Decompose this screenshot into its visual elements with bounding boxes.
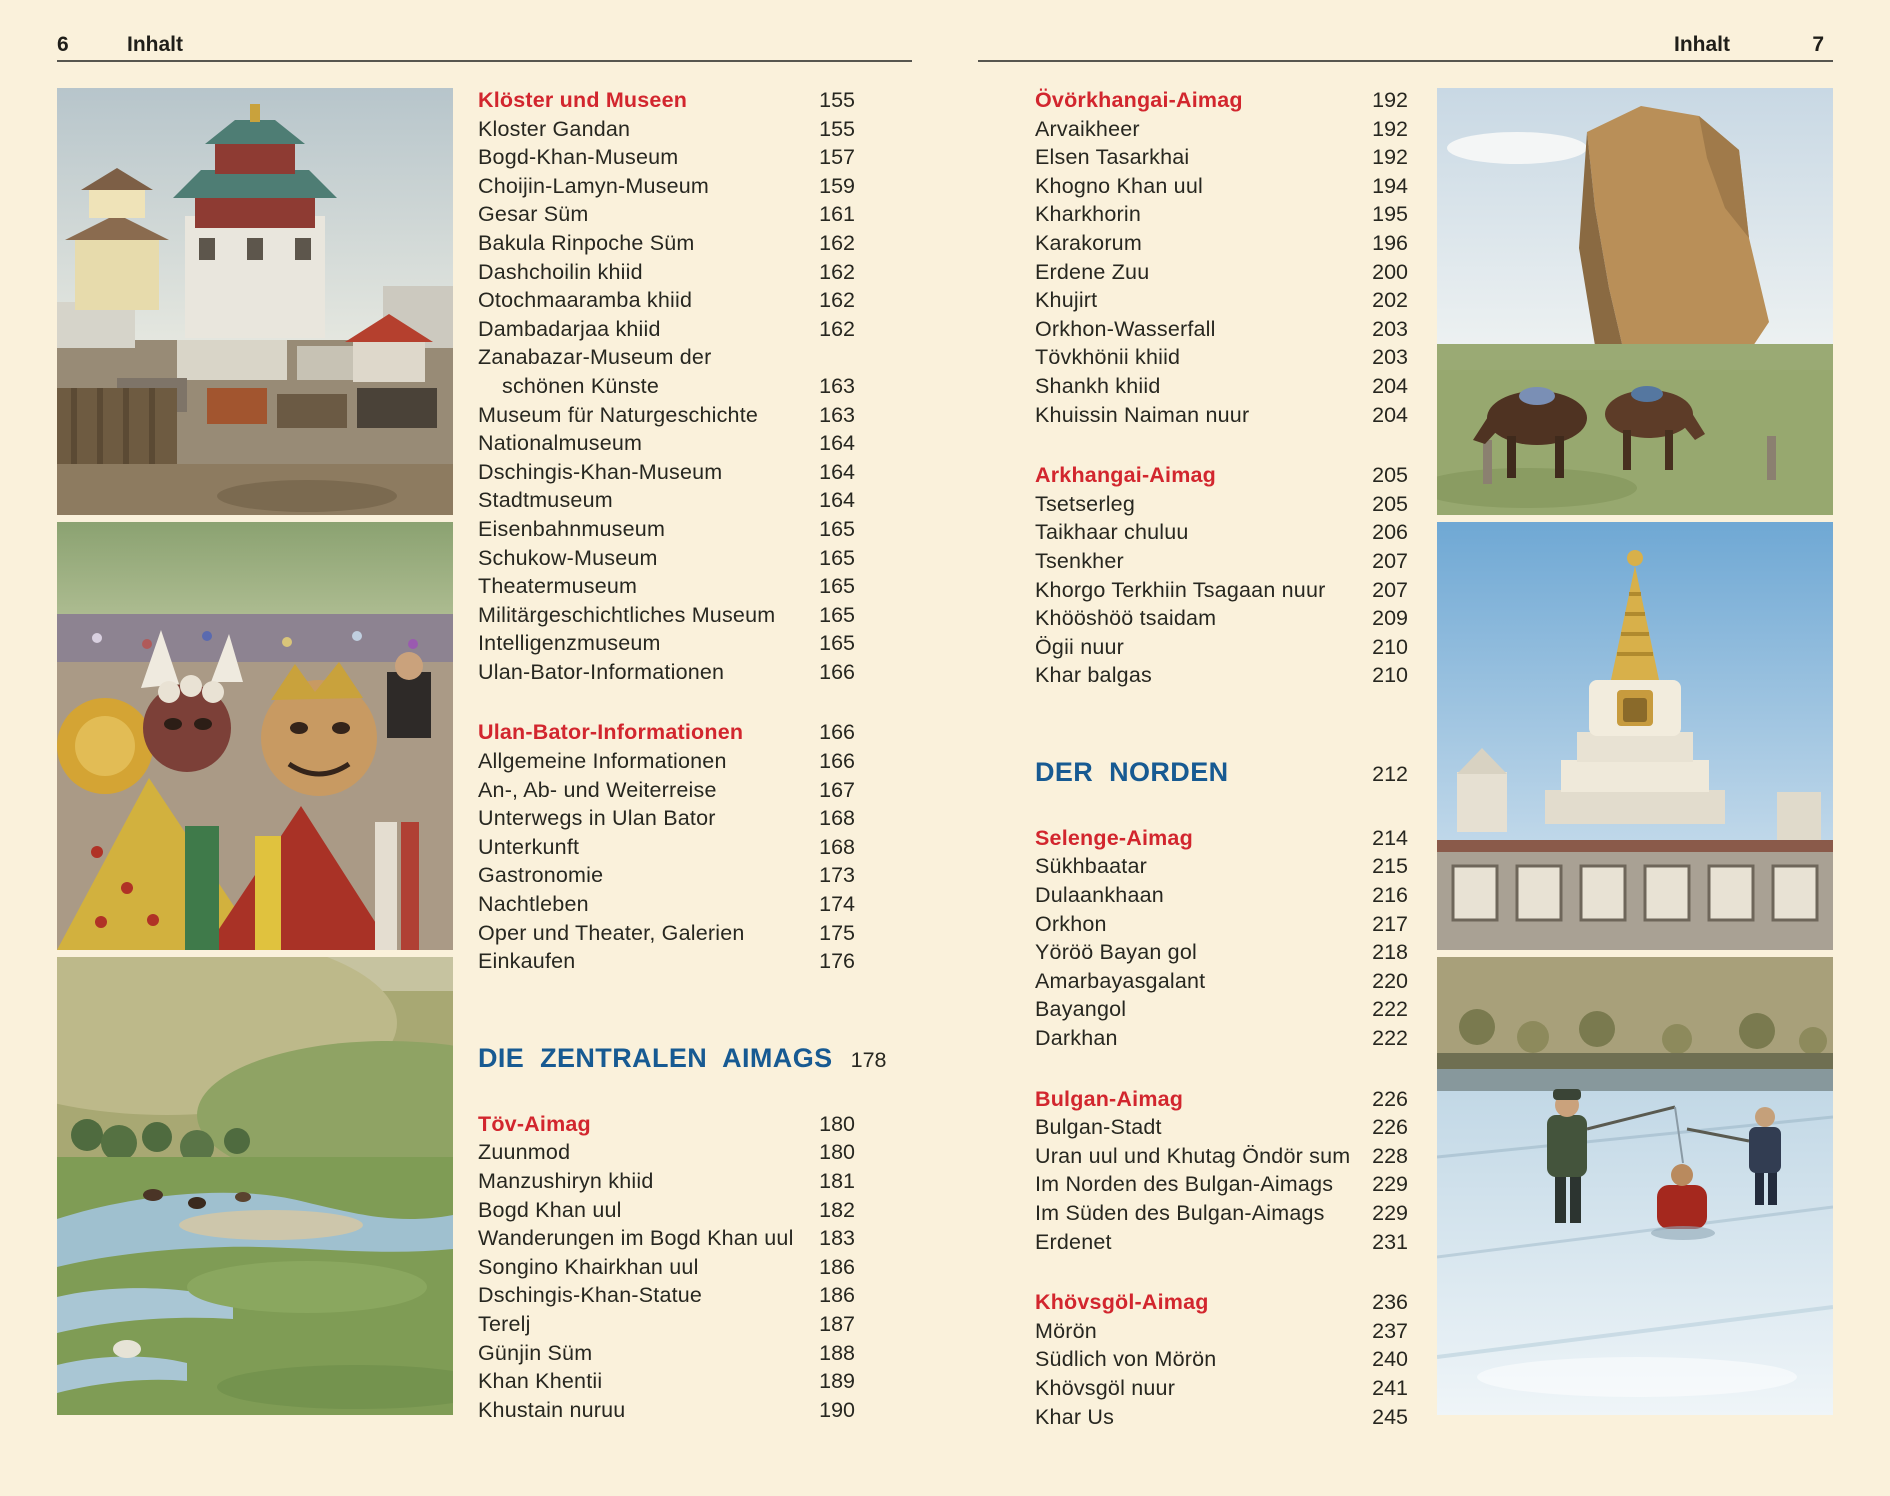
toc-entry [1035, 200, 1408, 229]
toc-entry-page-number: 168 [819, 834, 855, 859]
toc-entry-label: Stadtmuseum [478, 488, 613, 513]
toc-entry-label: Zanabazar-Museum der [478, 345, 712, 370]
toc-entry-label: Khan Khentii [478, 1369, 603, 1394]
toc-entry-label: Selenge-Aimag [1035, 825, 1193, 850]
tsam-mask-dancers-illustration [57, 522, 453, 950]
toc-subsection-heading [1035, 86, 1408, 115]
toc-entry-page-number: 180 [819, 1111, 855, 1136]
toc-entry-page-number: 205 [1372, 463, 1408, 488]
toc-entry-page-number: 240 [1372, 1347, 1408, 1372]
toc-entry [1035, 910, 1408, 939]
toc-entry-page-number: 245 [1372, 1404, 1408, 1429]
toc-entry [1035, 229, 1408, 258]
toc-entry [478, 401, 855, 430]
toc-entry [1035, 1199, 1408, 1228]
toc-entry-label: Theatermuseum [478, 574, 638, 599]
toc-entry-page-number: 228 [1372, 1143, 1408, 1168]
toc-entry-page-number: 167 [819, 777, 855, 802]
toc-entry-label: Övörkhangai-Aimag [1035, 88, 1243, 112]
toc-entry [478, 1310, 855, 1339]
toc-entry-page-number: 226 [1372, 1086, 1408, 1111]
toc-entry-label: Ögii nuur [1035, 634, 1125, 659]
toc-entry [478, 804, 855, 833]
toc-entry-page-number: 168 [819, 806, 855, 831]
toc-entry [1035, 115, 1408, 144]
toc-entry-label: Kharkhorin [1035, 202, 1141, 227]
toc-entry-label: Bayangol [1035, 997, 1127, 1022]
toc-entry [1035, 1170, 1408, 1199]
toc-entry [478, 343, 855, 372]
toc-entry-label: Dashchoilin khiid [478, 259, 643, 284]
toc-entry-label: Bulgan-Aimag [1035, 1086, 1184, 1111]
toc-entry-page-number: 218 [1372, 940, 1408, 965]
toc-entry-label: Unterkunft [478, 834, 580, 859]
toc-entry-page-number: 188 [819, 1340, 855, 1365]
left-page-header-title: Inhalt [127, 33, 183, 56]
toc-entry [478, 919, 855, 948]
rock-formation-horses-photo [1437, 88, 1833, 515]
toc-entry-page-number: 195 [1372, 202, 1408, 227]
left-header-rule [57, 60, 912, 62]
toc-entry-page-number: 159 [819, 173, 855, 198]
toc-entry-page-number: 166 [819, 749, 855, 774]
left-toc-column [478, 86, 887, 1424]
toc-entry-label: DIE ZENTRALEN AIMAGS [478, 1042, 833, 1073]
toc-entry [478, 890, 855, 919]
toc-entry-label: Dulaankhaan [1035, 883, 1164, 908]
toc-entry-page-number: 237 [1372, 1318, 1408, 1343]
toc-entry-label: Ulan-Bator-Informationen [478, 659, 725, 684]
toc-entry-label: Orkhon [1035, 911, 1107, 936]
toc-entry [1035, 258, 1408, 287]
toc-entry [478, 515, 855, 544]
toc-entry [1035, 852, 1408, 881]
toc-entry-label: Im Norden des Bulgan-Aimags [1035, 1172, 1334, 1197]
toc-entry-label: Südlich von Mörön [1035, 1347, 1217, 1372]
toc-entry-label: Museum für Naturgeschichte [478, 402, 759, 427]
toc-entry-page-number: 165 [819, 545, 855, 570]
toc-entry [1035, 518, 1408, 547]
right-header-rule [978, 60, 1833, 62]
toc-entry-page-number: 190 [819, 1397, 855, 1422]
toc-entry-page-number: 165 [819, 516, 855, 541]
toc-entry-page-number: 196 [1372, 230, 1408, 255]
toc-entry-label: Klöster und Museen [478, 88, 688, 112]
toc-entry [1035, 1374, 1408, 1403]
toc-entry-page-number: 175 [819, 920, 855, 945]
toc-entry-page-number: 214 [1372, 825, 1408, 850]
toc-entry-page-number: 187 [819, 1311, 855, 1336]
toc-entry-label: Dschingis-Khan-Statue [478, 1283, 703, 1308]
toc-entry-label: Oper und Theater, Galerien [478, 920, 745, 945]
toc-entry-page-number: 212 [1372, 761, 1408, 786]
toc-entry-page-number: 166 [819, 659, 855, 684]
toc-entry-page-number: 204 [1372, 402, 1408, 427]
toc-entry-page-number: 207 [1372, 577, 1408, 602]
toc-entry [478, 1367, 855, 1396]
toc-entry [478, 833, 855, 862]
toc-entry-page-number: 216 [1372, 883, 1408, 908]
toc-entry-label: Khorgo Terkhiin Tsagaan nuur [1035, 577, 1326, 602]
toc-entry-page-number: 155 [819, 116, 855, 141]
toc-entry-label: Ulan-Bator-Informationen [478, 720, 744, 745]
toc-entry [1035, 604, 1408, 633]
toc-entry-label: Erdene Zuu [1035, 259, 1150, 284]
toc-entry-page-number: 189 [819, 1369, 855, 1394]
toc-entry [478, 486, 855, 515]
toc-entry [478, 315, 855, 344]
toc-entry-page-number: 226 [1372, 1115, 1408, 1140]
toc-entry-label: Terelj [478, 1311, 531, 1336]
toc-entry-page-number: 222 [1372, 997, 1408, 1022]
toc-entry-label: Einkaufen [478, 949, 576, 974]
toc-entry-label: Choijin-Lamyn-Museum [478, 173, 710, 198]
toc-entry [1035, 1228, 1408, 1257]
toc-entry [1035, 172, 1408, 201]
toc-entry [478, 572, 855, 601]
toc-entry-label: Khogno Khan uul [1035, 173, 1203, 198]
toc-entry [1035, 372, 1408, 401]
erdene-zuu-stupa-photo [1437, 522, 1833, 950]
toc-entry-label: Darkhan [1035, 1026, 1118, 1051]
right-page-header-title: Inhalt [1674, 33, 1730, 56]
toc-entry-label: Khövsgöl nuur [1035, 1375, 1176, 1400]
toc-entry-page-number: 192 [1372, 116, 1408, 141]
toc-entry-label: Im Süden des Bulgan-Aimags [1035, 1201, 1325, 1225]
toc-entry-label: Zuunmod [478, 1140, 571, 1165]
toc-entry-page-number: 157 [819, 145, 855, 170]
toc-entry [478, 658, 855, 687]
toc-entry-page-number: 164 [819, 431, 855, 456]
toc-entry [478, 1224, 855, 1253]
toc-entry-label: Dschingis-Khan-Museum [478, 459, 723, 484]
toc-entry [1035, 490, 1408, 519]
toc-entry-page-number: 229 [1372, 1201, 1408, 1225]
toc-entry [478, 544, 855, 573]
toc-entry-label: Bogd-Khan-Museum [478, 145, 679, 170]
toc-entry [1035, 1024, 1408, 1053]
toc-entry-label: Tsenkher [1035, 548, 1124, 573]
right-page-number: 7 [1812, 33, 1824, 56]
toc-entry [478, 1167, 855, 1196]
toc-entry [478, 115, 855, 144]
toc-entry [1035, 995, 1408, 1024]
right-toc-column [1035, 86, 1408, 1431]
ice-fishing-photo [1437, 957, 1833, 1415]
toc-entry-label: Dambadarjaa khiid [478, 316, 661, 341]
toc-entry-label: Yöröö Bayan gol [1035, 940, 1197, 965]
toc-entry-page-number: 173 [819, 863, 855, 888]
toc-entry-page-number: 181 [819, 1169, 855, 1193]
toc-entry [1035, 1403, 1408, 1432]
toc-entry [478, 372, 855, 401]
toc-entry-label: Khar Us [1035, 1404, 1115, 1429]
toc-entry-page-number: 164 [819, 459, 855, 484]
toc-entry-page-number: 186 [819, 1254, 855, 1279]
toc-entry-page-number: 163 [819, 373, 855, 398]
toc-entry-label: Bogd Khan uul [478, 1197, 622, 1222]
toc-entry-page-number: 161 [819, 202, 855, 227]
toc-entry-label: Khustain nuruu [478, 1397, 626, 1422]
toc-entry [478, 1253, 855, 1282]
toc-entry-page-number: 155 [819, 88, 855, 112]
toc-entry-label: Sükhbaatar [1035, 854, 1147, 879]
toc-entry-label: Arvaikheer [1035, 116, 1140, 141]
toc-subsection-heading [478, 1110, 855, 1139]
toc-entry [1035, 286, 1408, 315]
toc-entry [1035, 343, 1408, 372]
toc-section-heading [478, 1040, 887, 1078]
toc-entry-page-number: 231 [1372, 1229, 1408, 1254]
toc-entry [478, 1196, 855, 1225]
toc-entry [478, 776, 855, 805]
toc-entry-page-number: 178 [850, 1047, 887, 1072]
toc-entry-page-number: 162 [819, 230, 855, 255]
toc-entry [478, 258, 855, 287]
toc-entry-label: Militärgeschichtliches Museum [478, 602, 776, 627]
toc-entry-page-number: 176 [819, 949, 855, 974]
toc-entry [478, 629, 855, 658]
toc-entry-label: Taikhaar chuluu [1035, 520, 1189, 545]
toc-entry [1035, 1113, 1408, 1142]
toc-entry-label: Erdenet [1035, 1229, 1112, 1254]
toc-entry-label: Tövkhönii khiid [1035, 345, 1181, 370]
toc-entry-page-number: 162 [819, 259, 855, 284]
toc-entry-label: Khuissin Naiman nuur [1035, 402, 1250, 427]
toc-entry [1035, 1142, 1408, 1171]
toc-entry-page-number: 210 [1372, 663, 1408, 688]
toc-entry-label: Intelligenzmuseum [478, 631, 661, 656]
toc-entry-page-number: 241 [1372, 1375, 1408, 1400]
toc-entry [478, 429, 855, 458]
toc-entry-label: Unterwegs in Ulan Bator [478, 806, 716, 831]
toc-entry-page-number: 165 [819, 574, 855, 599]
toc-entry-page-number: 182 [819, 1197, 855, 1222]
gandan-monastery-photo [57, 88, 453, 515]
toc-entry [1035, 967, 1408, 996]
toc-entry-page-number: 166 [819, 720, 855, 745]
toc-section-heading [1035, 754, 1408, 792]
ice-fishing-illustration [1437, 957, 1833, 1415]
toc-entry-label: Wanderungen im Bogd Khan uul [478, 1226, 794, 1251]
toc-subsection-heading [1035, 1085, 1408, 1114]
toc-entry-label: An-, Ab- und Weiterreise [478, 777, 717, 802]
toc-entry [478, 200, 855, 229]
toc-entry-label: Khar balgas [1035, 663, 1152, 688]
toc-entry-page-number: 162 [819, 316, 855, 341]
toc-entry-page-number: 236 [1372, 1290, 1408, 1315]
toc-entry-page-number: 192 [1372, 145, 1408, 170]
toc-entry-label: Khujirt [1035, 288, 1098, 313]
toc-entry-page-number: 203 [1372, 316, 1408, 341]
toc-entry-label: Bakula Rinpoche Süm [478, 230, 695, 255]
toc-entry-label: Khövsgöl-Aimag [1035, 1290, 1209, 1315]
toc-entry-label: Orkhon-Wasserfall [1035, 316, 1216, 341]
toc-entry [478, 1396, 855, 1425]
toc-entry [1035, 881, 1408, 910]
toc-entry [478, 143, 855, 172]
toc-entry-page-number: 222 [1372, 1026, 1408, 1051]
toc-entry-page-number: 215 [1372, 854, 1408, 879]
toc-entry-label: Mörön [1035, 1318, 1097, 1343]
toc-entry [1035, 938, 1408, 967]
toc-subsection-heading [1035, 461, 1408, 490]
toc-entry-page-number: 217 [1372, 911, 1408, 936]
toc-entry-label: Nachtleben [478, 892, 589, 917]
toc-entry-page-number: 207 [1372, 548, 1408, 573]
toc-entry-label: Tsetserleg [1035, 491, 1135, 516]
toc-entry-page-number: 229 [1372, 1172, 1408, 1197]
toc-subsection-heading [478, 86, 855, 115]
toc-entry [1035, 1317, 1408, 1346]
tsam-mask-dancers-photo [57, 522, 453, 950]
toc-entry-label: Songino Khairkhan uul [478, 1254, 699, 1279]
toc-entry-page-number: 194 [1372, 173, 1408, 198]
toc-entry-page-number: 164 [819, 488, 855, 513]
toc-entry-page-number: 220 [1372, 968, 1408, 993]
toc-entry-page-number: 165 [819, 602, 855, 627]
toc-entry-label: Uran uul und Khutag Öndör sum [1035, 1143, 1351, 1168]
toc-entry-label: Shankh khiid [1035, 373, 1161, 398]
toc-entry-page-number: 210 [1372, 634, 1408, 659]
toc-entry-label: Gastronomie [478, 863, 604, 888]
toc-entry-page-number: 203 [1372, 345, 1408, 370]
toc-entry [478, 861, 855, 890]
toc-entry [478, 458, 855, 487]
toc-entry-page-number: 205 [1372, 491, 1408, 516]
toc-entry [478, 172, 855, 201]
toc-entry-label: Amarbayasgalant [1035, 968, 1206, 993]
toc-entry-page-number: 162 [819, 288, 855, 313]
toc-entry-label: Eisenbahnmuseum [478, 516, 666, 541]
toc-entry-page-number: 186 [819, 1283, 855, 1308]
toc-entry-page-number: 174 [819, 892, 855, 917]
toc-entry-page-number: 209 [1372, 606, 1408, 631]
toc-entry-page-number: 200 [1372, 259, 1408, 284]
toc-entry [1035, 576, 1408, 605]
toc-entry-label: Nationalmuseum [478, 431, 643, 456]
steppe-river-landscape-illustration [57, 957, 453, 1415]
toc-entry [1035, 143, 1408, 172]
toc-entry-label: DER NORDEN [1035, 756, 1229, 787]
toc-entry [1035, 633, 1408, 662]
toc-entry [1035, 401, 1408, 430]
toc-entry [478, 1339, 855, 1368]
toc-entry [1035, 1345, 1408, 1374]
toc-entry-label: Gesar Süm [478, 202, 589, 227]
toc-entry-page-number: 206 [1372, 520, 1408, 545]
toc-entry [478, 1281, 855, 1310]
toc-entry-label: Arkhangai-Aimag [1035, 463, 1217, 488]
toc-entry [478, 947, 855, 976]
toc-entry-label: Karakorum [1035, 230, 1142, 255]
rock-formation-horses-illustration [1437, 88, 1833, 515]
toc-subsection-heading [1035, 824, 1408, 853]
toc-entry-label: Otochmaaramba khiid [478, 288, 693, 313]
toc-entry-label: Elsen Tasarkhai [1035, 145, 1190, 170]
toc-entry [478, 1138, 855, 1167]
toc-entry-page-number: 192 [1372, 88, 1408, 112]
toc-entry [478, 747, 855, 776]
toc-entry [478, 229, 855, 258]
toc-entry-label: Khööshöö tsaidam [1035, 606, 1217, 631]
toc-entry-label: Töv-Aimag [478, 1111, 591, 1136]
steppe-river-landscape-photo [57, 957, 453, 1415]
toc-entry-page-number: 183 [819, 1226, 855, 1251]
toc-entry-label: Kloster Gandan [478, 116, 631, 141]
toc-entry [478, 601, 855, 630]
left-page-number: 6 [57, 33, 69, 56]
toc-entry-label: Schukow-Museum [478, 545, 658, 570]
toc-entry-label: Allgemeine Informationen [478, 749, 727, 774]
toc-entry-page-number: 204 [1372, 373, 1408, 398]
toc-entry-page-number: 163 [819, 402, 855, 427]
toc-entry-page-number: 165 [819, 631, 855, 656]
gandan-monastery-illustration [57, 88, 453, 515]
toc-entry [478, 286, 855, 315]
toc-entry [1035, 661, 1408, 690]
toc-entry-label: Bulgan-Stadt [1035, 1115, 1162, 1140]
toc-entry-page-number: 202 [1372, 288, 1408, 313]
toc-entry [1035, 547, 1408, 576]
toc-entry-page-number: 180 [819, 1140, 855, 1165]
toc-entry [1035, 315, 1408, 344]
toc-entry-label: Günjin Süm [478, 1340, 593, 1365]
erdene-zuu-stupa-illustration [1437, 522, 1833, 950]
toc-entry-label: schönen Künste [502, 373, 659, 398]
toc-subsection-heading [1035, 1288, 1408, 1317]
toc-subsection-heading [478, 718, 855, 747]
toc-entry-label: Manzushiryn khiid [478, 1169, 654, 1193]
